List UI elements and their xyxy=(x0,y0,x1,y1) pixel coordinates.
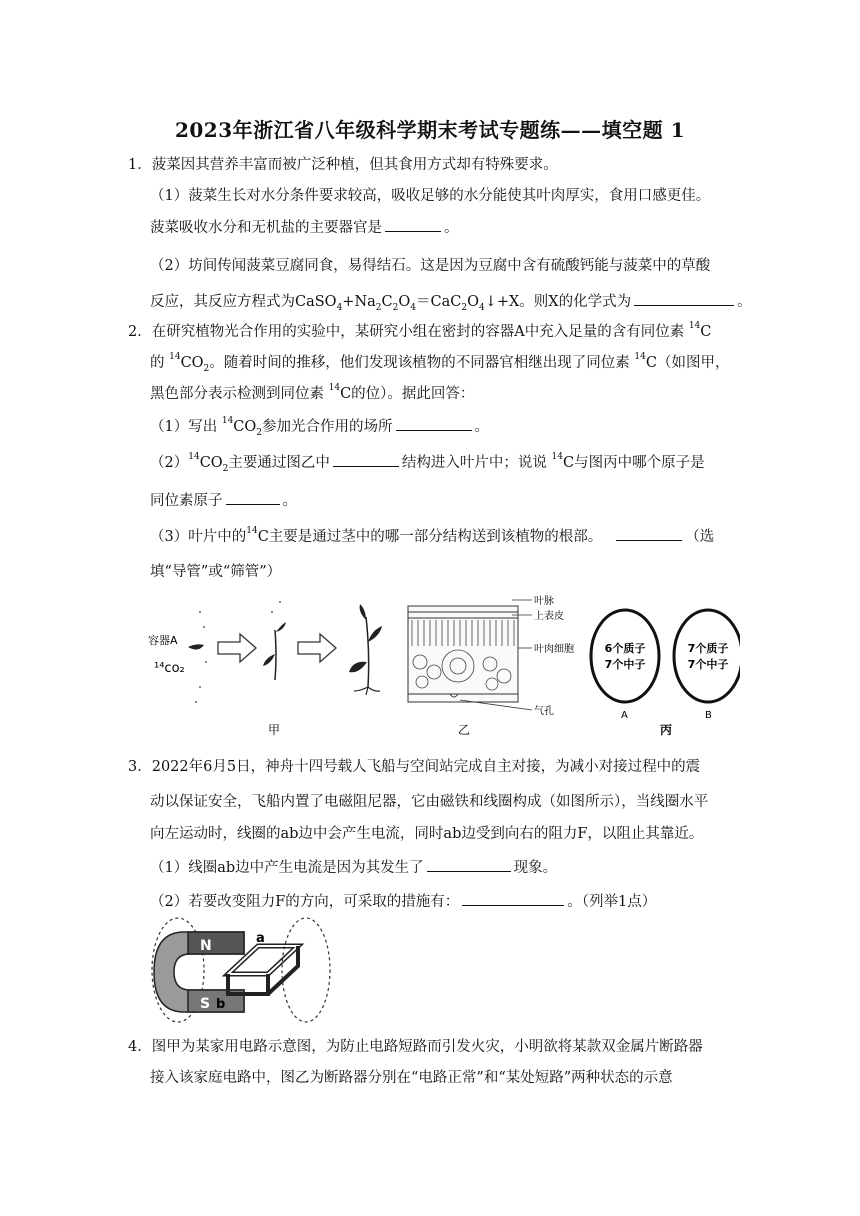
atom-b-label: B xyxy=(705,710,712,721)
sub-2: 2 xyxy=(222,463,229,474)
label-mesophyll: 叶肉细胞 xyxy=(534,644,574,655)
text-span: C（如图甲， xyxy=(645,355,730,371)
label-stoma: 气孔 xyxy=(534,706,554,717)
text-span: （2）若要改变阻力F的方向，可采取的措施有： xyxy=(150,894,460,910)
answer-blank[interactable] xyxy=(616,526,682,541)
atom-a-shape xyxy=(591,610,659,702)
q2-line2 xyxy=(150,353,729,373)
q1-part1-text: 菠菜吸收水分和无机盐的主要器官是 xyxy=(150,220,382,236)
text-span: 参加光合作用的场所 xyxy=(262,419,393,435)
atom-b-neutrons: 7个中子 xyxy=(687,658,729,671)
text-span: CO xyxy=(199,455,223,471)
text-span: CO xyxy=(233,419,257,435)
q3-line1: 3．2022年6月5日，神舟十四号载人飞船与空间站完成自主对接，为减小对接过程中的震 xyxy=(128,759,701,775)
co2-label: ¹⁴co₂ xyxy=(154,661,185,676)
q2-line1 xyxy=(128,322,711,342)
q2-part3 xyxy=(150,526,714,547)
q2-part2 xyxy=(150,452,705,473)
pole-s-label: S xyxy=(200,996,211,1012)
q3-line3: 向左运动时，线圈的ab边中会产生电流，同时ab边受到向右的阻力F，以阻止其靠近。 xyxy=(150,826,704,842)
answer-blank[interactable] xyxy=(462,891,564,906)
text-span: C xyxy=(381,294,393,310)
text-span: （3）叶片中的 xyxy=(150,529,247,545)
q3-line2: 动以保证安全，飞船内置了电磁阻尼器，它由磁铁和线圈构成（如图所示），当线圈水平 xyxy=(150,794,709,810)
text-span: 。（列举1点） xyxy=(567,894,657,910)
atom-a-protons: 6个质子 xyxy=(604,642,646,655)
text-span: 。随着时间的推移，他们发现该植物的不同器官相继出现了同位素 xyxy=(209,355,630,371)
answer-blank[interactable] xyxy=(396,416,472,431)
answer-blank[interactable] xyxy=(226,490,280,505)
page-title: 2023年浙江省八年级科学期末考试专题练——填空题 1 xyxy=(174,118,686,142)
label-upper-epidermis: 上表皮 xyxy=(534,611,564,622)
label-vein: 叶脉 xyxy=(534,596,554,607)
q1-part1-line2 xyxy=(150,217,459,238)
q3-part2 xyxy=(150,891,656,912)
text-span: 。 xyxy=(282,493,297,509)
seedling-leaf xyxy=(188,644,204,649)
edge-a-label: a xyxy=(256,931,265,946)
text-span: C的位）。据此回答： xyxy=(340,386,475,402)
atom-b-protons: 7个质子 xyxy=(687,642,729,655)
magnet-pole-n xyxy=(188,932,244,954)
answer-blank[interactable] xyxy=(634,291,734,306)
q2-part1 xyxy=(150,416,489,437)
q4-line2: 接入该家庭电路中，图乙为断路器分别在“电路正常”和“某处短路”两种状态的示意 xyxy=(150,1070,673,1086)
text-span: CO xyxy=(180,355,204,371)
text-span: （选 xyxy=(685,529,715,545)
text-span: C xyxy=(700,324,712,340)
text-span: 黑色部分表示检测到同位素 xyxy=(150,386,324,402)
text-span: （2） xyxy=(150,455,189,471)
q2-part3-line2: 填“导管”或“筛管”） xyxy=(150,564,282,580)
text-span: 反应，其反应方程式为CaSO xyxy=(150,294,337,310)
text-span: ＝CaC xyxy=(415,294,462,310)
sub-2: 2 xyxy=(256,427,263,438)
pole-n-label: N xyxy=(200,938,212,954)
container-a-label: 容器A xyxy=(148,634,178,647)
q1-part2-line1: （2）坊间传闻菠菜豆腐同食，易得结石。这是因为豆腐中含有硫酸钙能与菠菜中的草酸 xyxy=(150,258,711,274)
dots-decor xyxy=(195,611,207,703)
sup-14: 14 xyxy=(551,452,563,463)
field-line-right xyxy=(282,918,330,1022)
arrow-right-icon xyxy=(298,634,336,662)
text-span: O xyxy=(398,294,411,310)
figure-jia-label: 甲 xyxy=(268,723,281,737)
plant-stage-3 xyxy=(349,604,382,695)
text-span: 现象。 xyxy=(513,860,558,876)
sup-14: 14 xyxy=(188,452,200,463)
q4-line1: 4．图甲为某家用电路示意图，为防止电路短路而引发火灾，小明欲将某款双金属片断路器 xyxy=(128,1039,703,1055)
sup-14: 14 xyxy=(221,416,234,427)
text-span: ↓+X。则X的化学式为 xyxy=(484,294,632,310)
figure-bing-label: 丙 xyxy=(660,723,673,737)
text-span: 2．在研究植物光合作用的实验中，某研究小组在密封的容器A中充入足量的含有同位素 xyxy=(128,324,685,340)
q1-part1-end: 。 xyxy=(444,220,459,236)
text-span: 的 xyxy=(150,355,165,371)
text-span: （1）写出 xyxy=(150,419,218,435)
edge-b-label: b xyxy=(216,997,226,1012)
plant-stage-2 xyxy=(263,601,286,680)
sub-2: 2 xyxy=(203,363,210,374)
text-span: 结构进入叶片中；说说 xyxy=(401,455,547,471)
figure-yi-label: 乙 xyxy=(458,723,471,737)
q2-figure xyxy=(140,592,740,742)
answer-blank[interactable] xyxy=(385,217,441,232)
sup-14: 14 xyxy=(634,352,646,363)
q3-part1 xyxy=(150,857,557,878)
atom-a-neutrons: 7个中子 xyxy=(604,658,646,671)
text-span: +Na xyxy=(342,294,376,310)
answer-blank[interactable] xyxy=(333,452,399,467)
q2-line3 xyxy=(150,384,474,404)
text-span: C与图丙中哪个原子是 xyxy=(562,455,705,471)
q2-part2-line2 xyxy=(150,490,297,511)
q1-part2-line2: 反应，其反应方程式为$CaSO_4+Na_2C_2O_4=CaC_2O_4↓+X$。则X的化学式为 。 xyxy=(150,291,752,312)
sup-14: 14 xyxy=(169,352,181,363)
text-span: C主要是通过茎中的哪一部分结构送到该植物的根部。 xyxy=(257,529,603,545)
answer-blank[interactable] xyxy=(427,857,511,872)
text-span: 。 xyxy=(474,419,490,435)
atom-b-shape xyxy=(674,610,740,702)
text-span: （1）线圈ab边中产生电流是因为其发生了 xyxy=(150,860,424,876)
sup-14: 14 xyxy=(246,526,258,537)
sup-14: 14 xyxy=(688,321,701,332)
q1-stem: 1．菠菜因其营养丰富而被广泛种植，但其食用方式却有特殊要求。 xyxy=(128,157,558,173)
text-span: 。 xyxy=(737,294,752,310)
text-span: O xyxy=(467,294,479,310)
text-span: 同位素原子 xyxy=(150,493,223,509)
sup-14: 14 xyxy=(328,383,341,394)
text-span: 主要通过图乙中 xyxy=(228,455,330,471)
atom-a-label: A xyxy=(621,710,628,721)
q3-magnet-coil-figure xyxy=(148,912,348,1030)
leaf-cross-section xyxy=(408,600,532,710)
q1-part1-line1: （1）菠菜生长对水分条件要求较高，吸收足够的水分能使其叶肉厚实，食用口感更佳。 xyxy=(150,188,711,204)
arrow-right-icon xyxy=(218,634,256,662)
